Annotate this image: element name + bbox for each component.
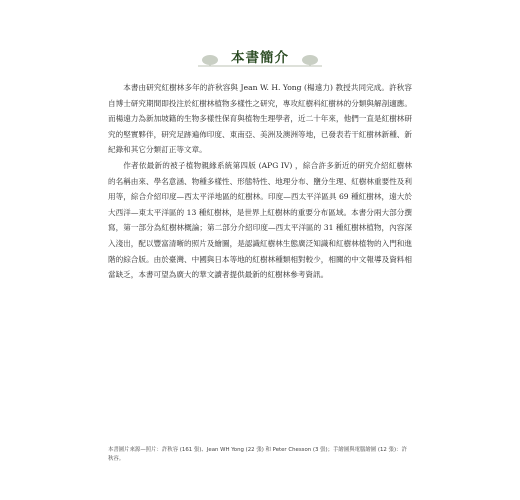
- body-text: [108, 80, 412, 283]
- paragraph: 作者依最新的被子植物親緣系統第四版 (APG IV) ，綜合許多新近的研究介紹紅樹林的名稱由來、學名意涵、物種多樣性、形態特性、地理分布、鹽分生理、紅樹林重要性及利用等，綜合介紹印度—西太平洋地區的紅樹林。印度—西太平洋區具 69 種紅樹林，遠大於大西洋—東太平洋區的 13 種紅樹林，是世界上紅樹林的重要分布區域。本書分兩大部分撰寫，第一部分為紅樹林概論；第二部分介紹印度—西太平洋區的 31 種紅樹林植物，內容深入淺出，配以豐富清晰的照片及繪圖，是認識紅樹林生態廣泛知識和紅樹林植物的入門和進階的綜合版。由於臺灣、中國與日本等地的紅樹林種類相對較少，相關的中文報導及資料相當缺乏，本書可望為廣大的華文讀者提供最新的紅樹林參考資訊。: [108, 160, 412, 280]
- image-credits-footnote: 本書圖片來源—照片：許秋容 (161 張)、Jean WH Yong (22 張) 和 Peter Chesson (3 張)；手繪圖與電腦繪圖 (12 張)：許秋容。: [108, 447, 407, 462]
- paragraph: 本書由研究紅樹林多年的許秋容與 Jean W. H. Yong (楊遠力) 教授共同完成。許秋容自博士研究期間即投注於紅樹林植物多樣性之研究，專攻紅樹科紅樹林的分類與解剖適應。而楊遠力為新加坡籍的生物多樣性保育與植物生理學者，近二十年來，他們一直是紅樹林研究的堅實夥伴，研究足跡遍佈印度、東南亞、美洲及澳洲等地，已發表若干紅樹林新種、新紀錄和其它分類訂正等文章。: [108, 83, 412, 155]
- page-title: 本書簡介: [231, 50, 289, 66]
